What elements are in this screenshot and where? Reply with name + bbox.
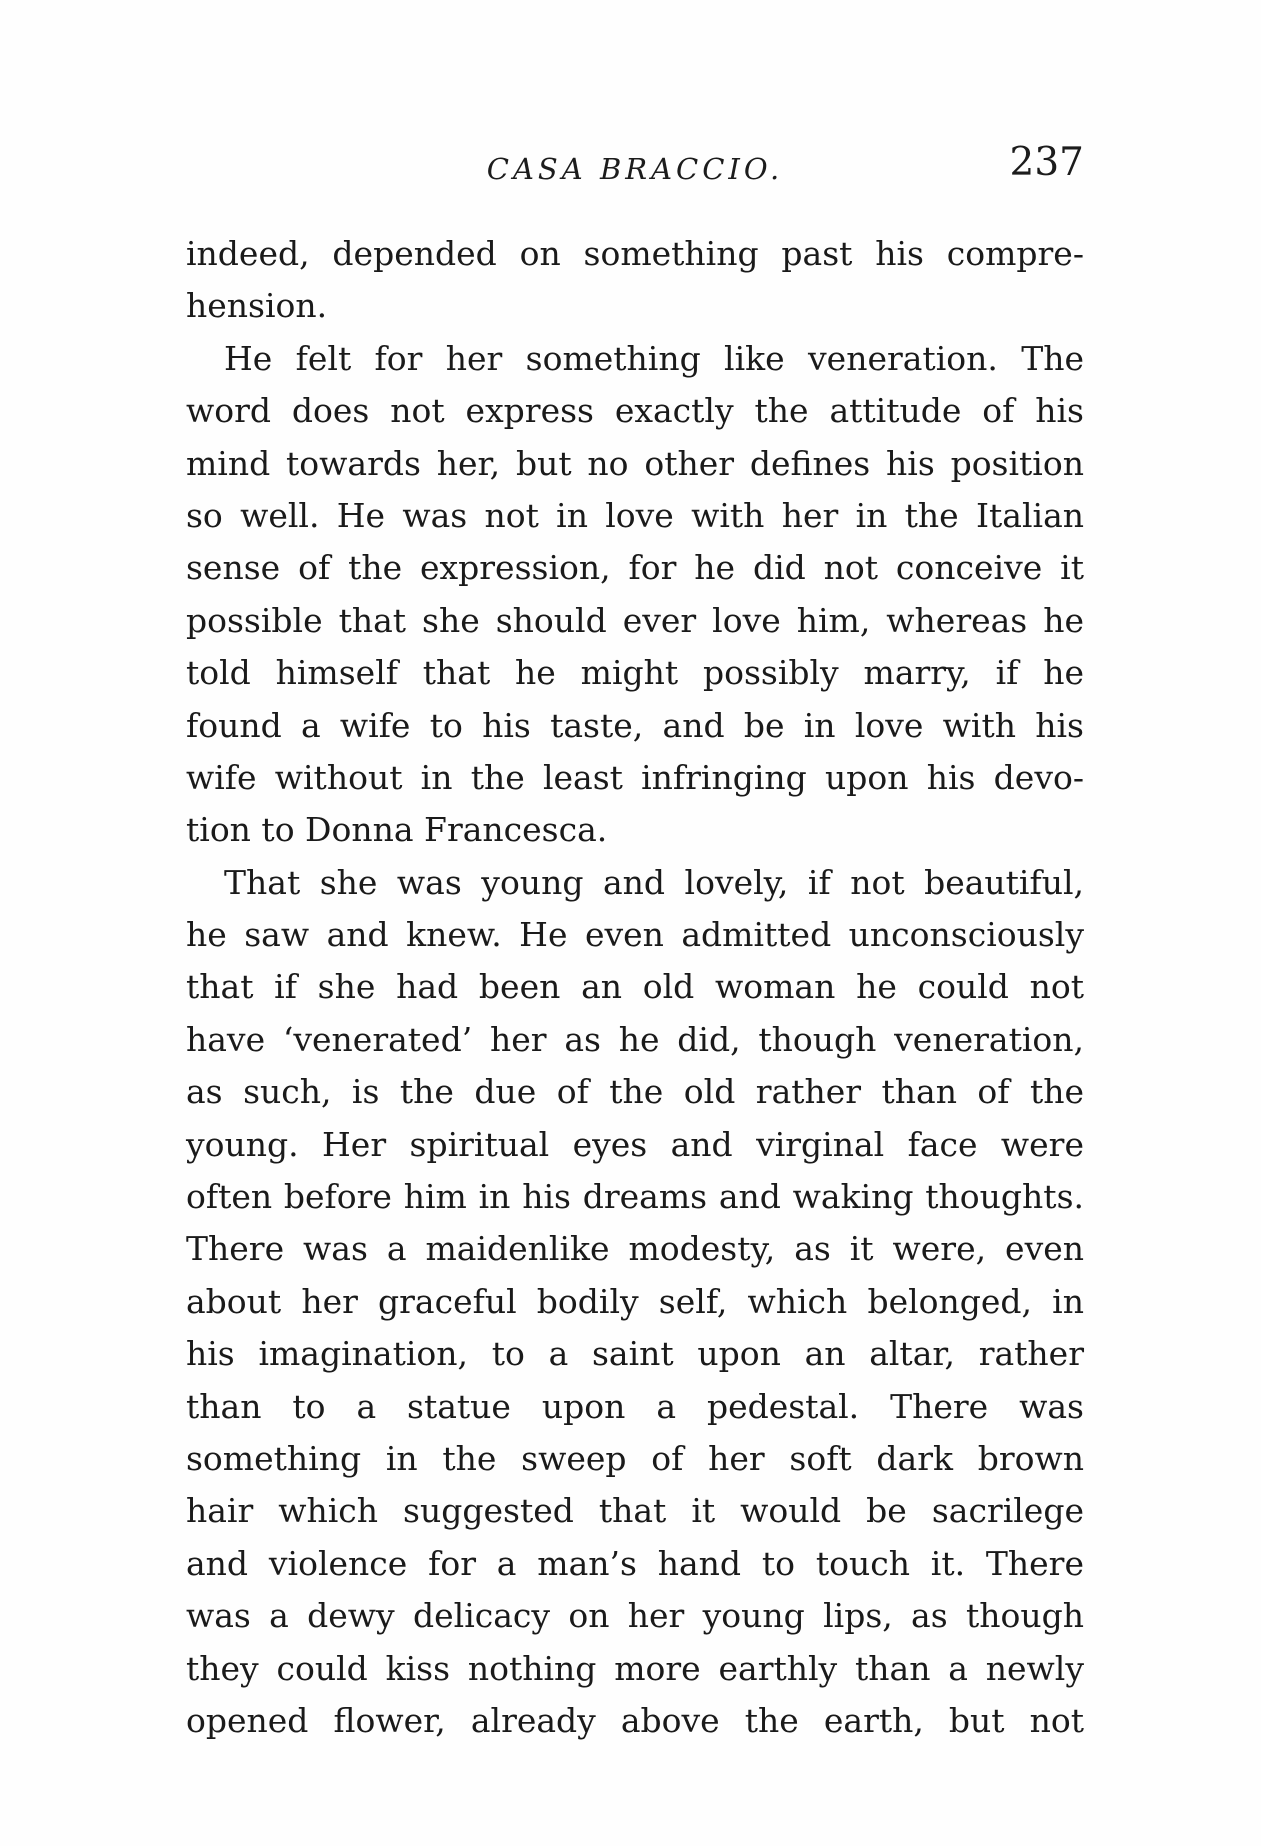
text-line: sense of the expression, for he did not conceive it: [186, 548, 1084, 588]
text-line: There was a maidenlike modesty, as it were, even: [186, 1229, 1084, 1269]
running-title: CASA BRACCIO.: [486, 152, 784, 186]
text-line: as such, is the due of the old rather than of the: [186, 1072, 1084, 1112]
text-line: told himself that he might possibly marry, if he: [186, 653, 1084, 693]
running-head: [186, 140, 1084, 200]
body-text: [186, 228, 1084, 1747]
text-line: was a dewy delicacy on her young lips, as though: [186, 1596, 1084, 1636]
text-line: indeed, depended on something past his compre-: [186, 234, 1084, 273]
text-line: hair which suggested that it would be sacrilege: [186, 1491, 1084, 1531]
text-line: have ‘venerated’ her as he did, though veneration,: [186, 1019, 1084, 1059]
paragraph: [186, 857, 1084, 1748]
text-line: they could kiss nothing more earthly than a newly: [186, 1648, 1084, 1688]
text-line: That she was young and lovely, if not beautiful,: [224, 862, 1084, 902]
paragraph: [186, 333, 1084, 857]
text-line: his imagination, to a saint upon an altar, rather: [186, 1334, 1084, 1374]
text-line: than to a statue upon a pedestal. There was: [186, 1386, 1084, 1426]
text-line: and violence for a man’s hand to touch it. There: [186, 1543, 1084, 1583]
text-line: word does not express exactly the attitude of his: [186, 391, 1084, 431]
text-line: tion to Donna Francesca.: [186, 810, 608, 850]
text-line: often before him in his dreams and waking thoughts.: [186, 1177, 1084, 1217]
text-line: about her graceful bodily self, which belonged, in: [186, 1281, 1084, 1321]
text-line: young. Her spiritual eyes and virginal face were: [186, 1124, 1084, 1164]
text-line: he saw and knew. He even admitted unconsciously: [186, 915, 1084, 955]
text-line: so well. He was not in love with her in the Italian: [186, 495, 1084, 535]
paragraph: [186, 228, 1084, 333]
text-line: something in the sweep of her soft dark brown: [186, 1438, 1084, 1478]
text-line: possible that she should ever love him, whereas he: [186, 600, 1084, 640]
text-line: hension.: [186, 286, 328, 326]
text-line: opened flower, already above the earth, but not: [186, 1700, 1084, 1740]
page-number: 237: [1009, 140, 1084, 185]
text-line: that if she had been an old woman he could not: [186, 967, 1084, 1007]
text-line: He felt for her something like veneration. The: [224, 338, 1084, 378]
text-line: wife without in the least infringing upon his devo-: [186, 757, 1084, 797]
text-line: mind towards her, but no other defines his position: [186, 443, 1084, 483]
text-line: found a wife to his taste, and be in love with his: [186, 705, 1084, 745]
